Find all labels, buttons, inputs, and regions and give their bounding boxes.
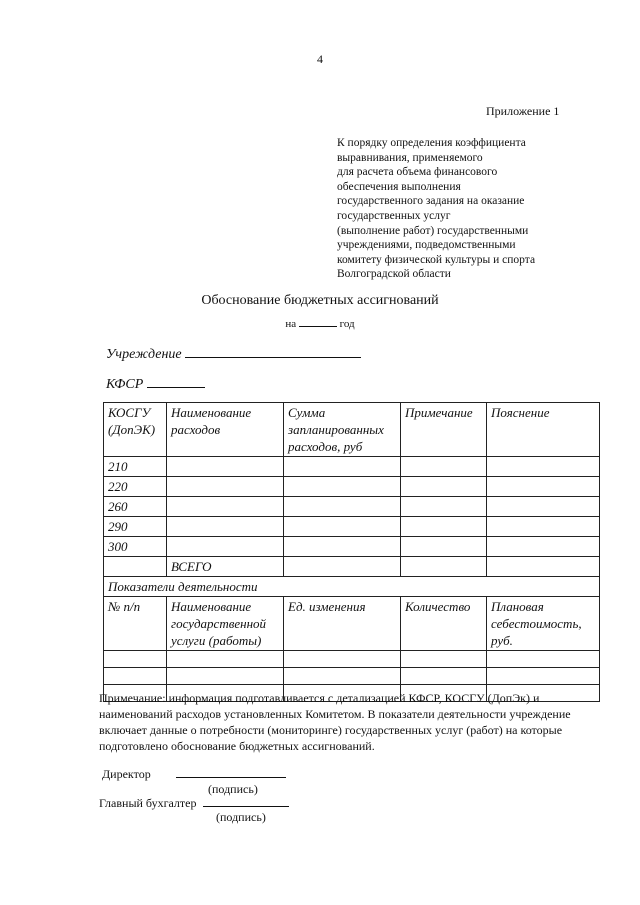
code-cell: 220 bbox=[104, 477, 167, 497]
code-cell: 210 bbox=[104, 457, 167, 477]
activity-section-label: Показатели деятельности bbox=[104, 577, 600, 597]
year-blank bbox=[299, 314, 337, 327]
order-line: обеспечения выполнения bbox=[337, 180, 461, 193]
director-label: Директор bbox=[102, 767, 151, 781]
director-line bbox=[102, 767, 286, 782]
chief-accountant-signature-line bbox=[203, 806, 289, 807]
director-signature-line bbox=[176, 777, 286, 778]
activity-header-row bbox=[104, 597, 600, 651]
kfsr-label: КФСР bbox=[106, 377, 144, 392]
header-cell: Ед. изменения bbox=[284, 597, 401, 651]
order-line: (выполнение работ) государственными bbox=[337, 224, 529, 237]
header-cell: Количество bbox=[401, 597, 487, 651]
total-label: ВСЕГО bbox=[167, 557, 284, 577]
table-row bbox=[104, 477, 600, 497]
header-cell: Наименование государственной услуги (работы) bbox=[167, 597, 284, 651]
document-title: Обоснование бюджетных ассигнований bbox=[201, 293, 439, 308]
year-line bbox=[0, 314, 640, 330]
header-cell: Пояснение bbox=[487, 403, 600, 457]
code-cell: 300 bbox=[104, 537, 167, 557]
order-reference bbox=[337, 136, 597, 282]
code-cell: 260 bbox=[104, 497, 167, 517]
year-suffix: год bbox=[339, 318, 355, 330]
budget-table bbox=[103, 402, 600, 702]
order-line: выравнивания, применяемого bbox=[337, 151, 483, 164]
header-cell: КОСГУ (ДопЭК) bbox=[104, 403, 167, 457]
table-row bbox=[104, 537, 600, 557]
table-row bbox=[104, 497, 600, 517]
institution-blank bbox=[185, 345, 361, 358]
order-line: государственных услуг bbox=[337, 209, 451, 222]
expenses-header-row bbox=[104, 403, 600, 457]
page-number: 4 bbox=[317, 52, 323, 66]
total-row bbox=[104, 557, 600, 577]
signature-caption: (подпись) bbox=[208, 782, 258, 796]
note-paragraph: Примечание: информация подготавливается с детализацией КФСР, КОСГУ (ДопЭк) и наименований расходов установленных Комитетом. В показатели деятельности учреждение включает данные о потребности (мониторинге) государственных услуг (работ) на которые подготовлено обоснование бюджетных ассигнований. bbox=[99, 691, 571, 753]
header-cell: Примечание bbox=[401, 403, 487, 457]
header-cell: Сумма запланированных расходов, руб bbox=[284, 403, 401, 457]
order-line: комитету физической культуры и спорта bbox=[337, 253, 536, 266]
section-row bbox=[104, 577, 600, 597]
header-cell: № п/п bbox=[104, 597, 167, 651]
institution-label: Учреждение bbox=[106, 347, 182, 362]
signature-caption: (подпись) bbox=[216, 810, 266, 824]
kfsr-blank bbox=[147, 375, 205, 388]
code-cell: 290 bbox=[104, 517, 167, 537]
chief-accountant-line bbox=[99, 796, 289, 811]
institution-field bbox=[106, 345, 361, 363]
order-line: учреждениями, подведомственными bbox=[337, 239, 516, 252]
header-cell: Наименование расходов bbox=[167, 403, 284, 457]
appendix-label: Приложение 1 bbox=[486, 104, 560, 118]
table-row bbox=[104, 517, 600, 537]
kfsr-field bbox=[106, 375, 205, 393]
year-prefix: на bbox=[285, 318, 297, 330]
table-row bbox=[104, 457, 600, 477]
chief-accountant-label: Главный бухгалтер bbox=[99, 796, 197, 810]
order-line: для расчета объема финансового bbox=[337, 166, 498, 179]
table-row bbox=[104, 668, 600, 685]
order-line: государственного задания на оказание bbox=[337, 195, 525, 208]
order-line: Волгоградской области bbox=[337, 268, 451, 281]
header-cell: Плановая себестоимость, руб. bbox=[487, 597, 600, 651]
order-line: К порядку определения коэффициента bbox=[337, 137, 526, 149]
table-row bbox=[104, 651, 600, 668]
